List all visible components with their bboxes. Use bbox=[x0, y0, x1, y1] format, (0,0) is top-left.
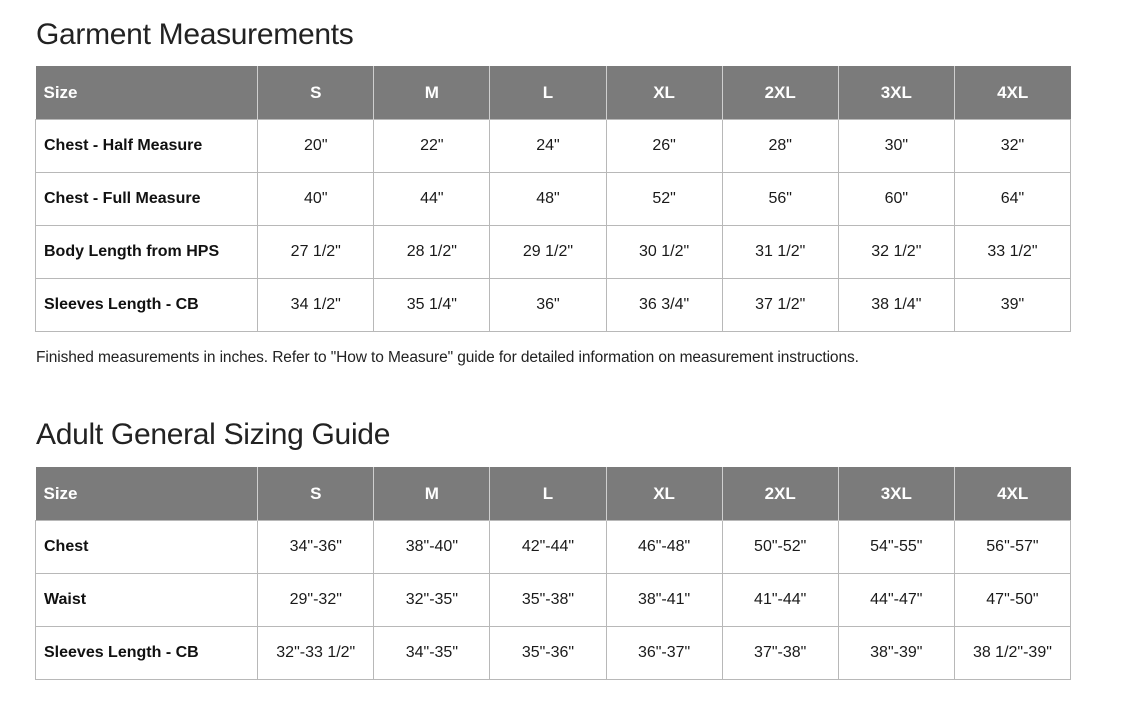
table-cell: 35"-36" bbox=[490, 627, 606, 680]
table-cell: 35"-38" bbox=[490, 574, 606, 627]
header-cell-size: Size bbox=[36, 467, 258, 521]
table-cell: 37"-38" bbox=[722, 627, 838, 680]
table-row bbox=[36, 279, 1071, 332]
garment-measurements-table bbox=[35, 66, 1071, 332]
table-cell: 60" bbox=[838, 173, 954, 226]
table-cell: 36"-37" bbox=[606, 627, 722, 680]
header-cell-3xl: 3XL bbox=[838, 467, 954, 521]
header-cell-l: L bbox=[490, 467, 606, 521]
table-cell: 29 1/2" bbox=[490, 226, 606, 279]
table-cell: 31 1/2" bbox=[722, 226, 838, 279]
header-cell-size: Size bbox=[36, 66, 258, 120]
row-label: Chest - Full Measure bbox=[36, 173, 258, 226]
table-cell: 44"-47" bbox=[838, 574, 954, 627]
header-cell-4xl: 4XL bbox=[954, 467, 1070, 521]
table-cell: 24" bbox=[490, 120, 606, 173]
table-cell: 30" bbox=[838, 120, 954, 173]
table-row bbox=[36, 120, 1071, 173]
table-cell: 36" bbox=[490, 279, 606, 332]
header-cell-l: L bbox=[490, 66, 606, 120]
table-cell: 54"-55" bbox=[838, 521, 954, 574]
table-cell: 37 1/2" bbox=[722, 279, 838, 332]
table-cell: 48" bbox=[490, 173, 606, 226]
table-cell: 27 1/2" bbox=[258, 226, 374, 279]
header-cell-3xl: 3XL bbox=[838, 66, 954, 120]
adult-sizing-guide-table bbox=[35, 467, 1071, 680]
row-label: Waist bbox=[36, 574, 258, 627]
table-cell: 22" bbox=[374, 120, 490, 173]
table-cell: 20" bbox=[258, 120, 374, 173]
table-cell: 38"-39" bbox=[838, 627, 954, 680]
table-header-row bbox=[36, 66, 1071, 120]
header-cell-m: M bbox=[374, 66, 490, 120]
table-cell: 50"-52" bbox=[722, 521, 838, 574]
table-cell: 29"-32" bbox=[258, 574, 374, 627]
table-cell: 56"-57" bbox=[954, 521, 1070, 574]
adult-sizing-guide-title: Adult General Sizing Guide bbox=[36, 418, 391, 451]
table-cell: 34"-36" bbox=[258, 521, 374, 574]
row-label: Body Length from HPS bbox=[36, 226, 258, 279]
row-label: Chest - Half Measure bbox=[36, 120, 258, 173]
table-cell: 38"-40" bbox=[374, 521, 490, 574]
row-label: Sleeves Length - CB bbox=[36, 279, 258, 332]
header-cell-2xl: 2XL bbox=[722, 467, 838, 521]
header-cell-xl: XL bbox=[606, 66, 722, 120]
table-cell: 52" bbox=[606, 173, 722, 226]
table-cell: 47"-50" bbox=[954, 574, 1070, 627]
header-cell-xl: XL bbox=[606, 467, 722, 521]
table-header-row bbox=[36, 467, 1071, 521]
table-cell: 64" bbox=[954, 173, 1070, 226]
row-label: Sleeves Length - CB bbox=[36, 627, 258, 680]
table-cell: 56" bbox=[722, 173, 838, 226]
header-cell-s: S bbox=[258, 467, 374, 521]
table-cell: 32 1/2" bbox=[838, 226, 954, 279]
table-cell: 30 1/2" bbox=[606, 226, 722, 279]
table-cell: 32" bbox=[954, 120, 1070, 173]
table-row bbox=[36, 173, 1071, 226]
table-cell: 28 1/2" bbox=[374, 226, 490, 279]
header-cell-m: M bbox=[374, 467, 490, 521]
table-cell: 42"-44" bbox=[490, 521, 606, 574]
table-cell: 44" bbox=[374, 173, 490, 226]
header-cell-2xl: 2XL bbox=[722, 66, 838, 120]
table-row bbox=[36, 521, 1071, 574]
table-cell: 33 1/2" bbox=[954, 226, 1070, 279]
table-cell: 41"-44" bbox=[722, 574, 838, 627]
table-cell: 46"-48" bbox=[606, 521, 722, 574]
table-cell: 32"-33 1/2" bbox=[258, 627, 374, 680]
garment-measurements-title: Garment Measurements bbox=[36, 18, 354, 51]
table-cell: 28" bbox=[722, 120, 838, 173]
table-cell: 32"-35" bbox=[374, 574, 490, 627]
table-cell: 34 1/2" bbox=[258, 279, 374, 332]
table-cell: 38 1/4" bbox=[838, 279, 954, 332]
table-row bbox=[36, 574, 1071, 627]
header-cell-s: S bbox=[258, 66, 374, 120]
table-row bbox=[36, 226, 1071, 279]
table-cell: 39" bbox=[954, 279, 1070, 332]
table-row bbox=[36, 627, 1071, 680]
table-cell: 40" bbox=[258, 173, 374, 226]
table-cell: 34"-35" bbox=[374, 627, 490, 680]
table-cell: 35 1/4" bbox=[374, 279, 490, 332]
table-cell: 38"-41" bbox=[606, 574, 722, 627]
table-cell: 38 1/2"-39" bbox=[954, 627, 1070, 680]
header-cell-4xl: 4XL bbox=[954, 66, 1070, 120]
measurement-note: Finished measurements in inches. Refer to "How to Measure" guide for detailed information on measurement instructions. bbox=[36, 349, 859, 366]
table-cell: 36 3/4" bbox=[606, 279, 722, 332]
table-cell: 26" bbox=[606, 120, 722, 173]
row-label: Chest bbox=[36, 521, 258, 574]
